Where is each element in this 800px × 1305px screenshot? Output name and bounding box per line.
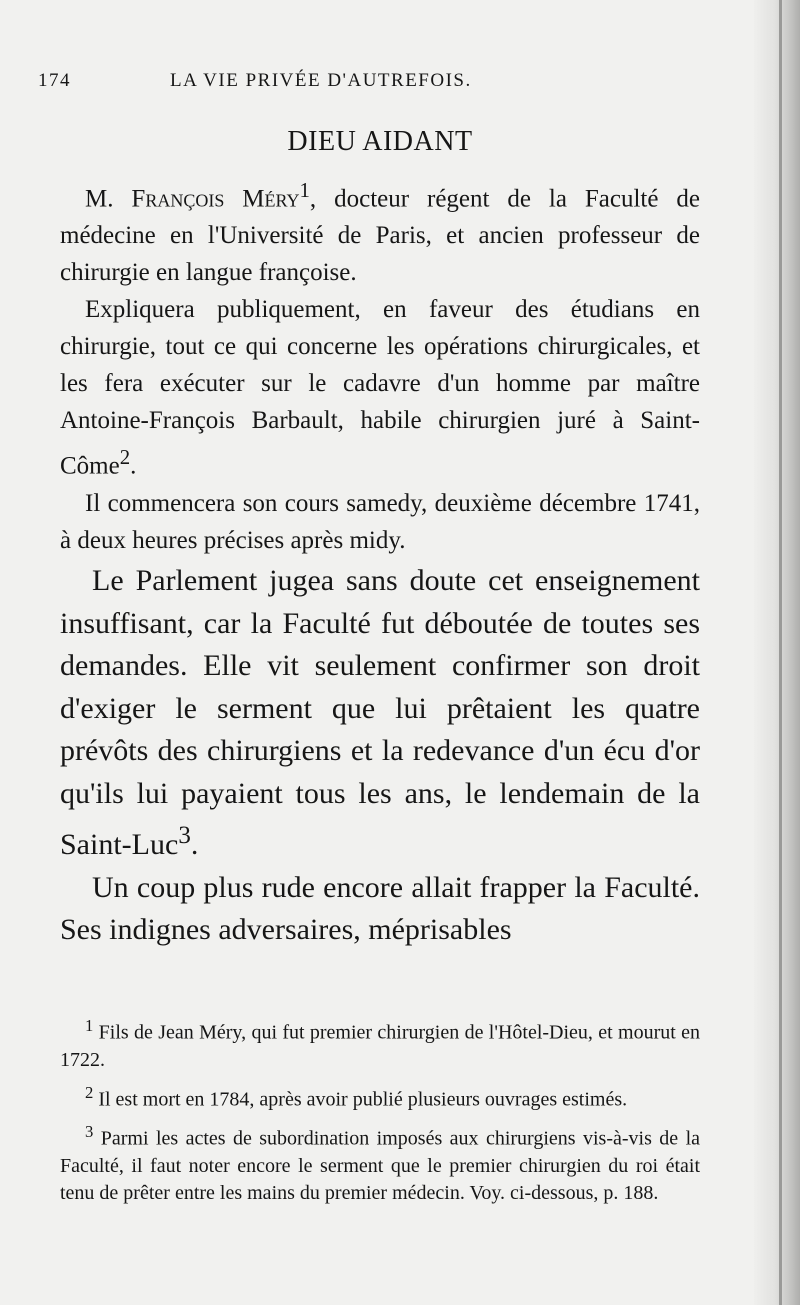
footnote-mark: 2 bbox=[85, 1082, 94, 1102]
announcement-text: , docteur régent de la Faculté de médecine en l'Université de Paris, et ancien professeur de chirurgie en langue françoise. bbox=[60, 185, 700, 287]
page-edge-line bbox=[779, 0, 782, 1305]
footnote-mark: 1 bbox=[85, 1016, 94, 1035]
footnote-ref-3: 3 bbox=[178, 822, 191, 849]
body-paragraph bbox=[60, 867, 700, 952]
announcement-paragraph bbox=[60, 172, 700, 291]
running-header bbox=[38, 70, 700, 98]
footnote-mark: 3 bbox=[85, 1121, 94, 1141]
body-text bbox=[60, 560, 700, 952]
running-title: LA VIE PRIVÉE D'AUTREFOIS. bbox=[170, 70, 472, 91]
footnote bbox=[60, 1079, 700, 1114]
body-paragraph: Le Parlement jugea sans doute cet enseignement insuffisant, car la Faculté fut déboutée de toutes ses demandes. Elle vit seulement confirmer son droit d'exiger le serment que lui prêtaient les quatre prévôts des chirurgiens et la redevance d'un écu d'or qu'ils lui payaient tous les ans, le lendemain de la Saint-Luc$^3$. bbox=[60, 564, 700, 861]
footnote bbox=[60, 1012, 700, 1075]
footnotes bbox=[60, 1012, 700, 1212]
footnote-text: Parmi les actes de subordination imposés aux chirurgiens vis-à-vis de la Faculté, il faut noter encore le serment que le premier chirurgien du roi était tenu de prêter entre les mains du premier médecin. Voy. ci-dessous, p. 188. bbox=[60, 1127, 700, 1205]
page-number: 174 bbox=[38, 70, 71, 91]
body-paragraph-text: Un coup plus rude encore allait frapper la Faculté. Ses indignes adversaires, méprisables bbox=[60, 870, 700, 946]
announcement-paragraph bbox=[60, 485, 700, 559]
announcement-text: Il commencera son cours samedy, deuxième décembre 1741, à deux heures précises après midy. bbox=[60, 489, 700, 554]
quoted-announcement bbox=[60, 172, 700, 559]
footnote-text: Il est mort en 1784, après avoir publié plusieurs ouvrages estimés. bbox=[98, 1088, 628, 1111]
footnote-ref-2: 2 bbox=[119, 445, 131, 470]
announcement-name: M. François Méry bbox=[85, 185, 300, 213]
announcement-paragraph: Expliquera publiquement, en faveur des étudians en chirurgie, tout ce qui concerne les opérations chirurgicales, et les fera exécuter sur le cadavre d'un homme par maître Antoine-François Barbault, habile chirurgien juré à Saint-Côme$^2$. bbox=[60, 296, 700, 480]
page-edge-shadow bbox=[754, 0, 800, 1305]
insert-title: DIEU AIDANT bbox=[287, 126, 473, 157]
body-paragraph-text: Le Parlement jugea sans doute cet enseignement insuffisant, car la Faculté fut déboutée de toutes ses demandes. Elle vit seulement confirmer son droit d'exiger le serment que lui prêtaient les quatre prévôts des chirurgiens et la redevance d'un écu d'or qu'ils lui payaient tous les ans, le lendemain de la Saint-Luc bbox=[60, 564, 700, 861]
footnote-ref-1: 1 bbox=[299, 178, 310, 202]
footnote bbox=[60, 1118, 700, 1208]
announcement-text: Expliquera publiquement, en faveur des étudians en chirurgie, tout ce qui concerne les opérations chirurgicales, et les fera exécuter sur le cadavre d'un homme par maître Antoine-François Barbault, habile chirurgien juré à Saint-Côme bbox=[60, 296, 700, 480]
footnote-text: Fils de Jean Méry, qui fut premier chirurgien de l'Hôtel-Dieu, et mourut en 1722. bbox=[60, 1021, 701, 1072]
